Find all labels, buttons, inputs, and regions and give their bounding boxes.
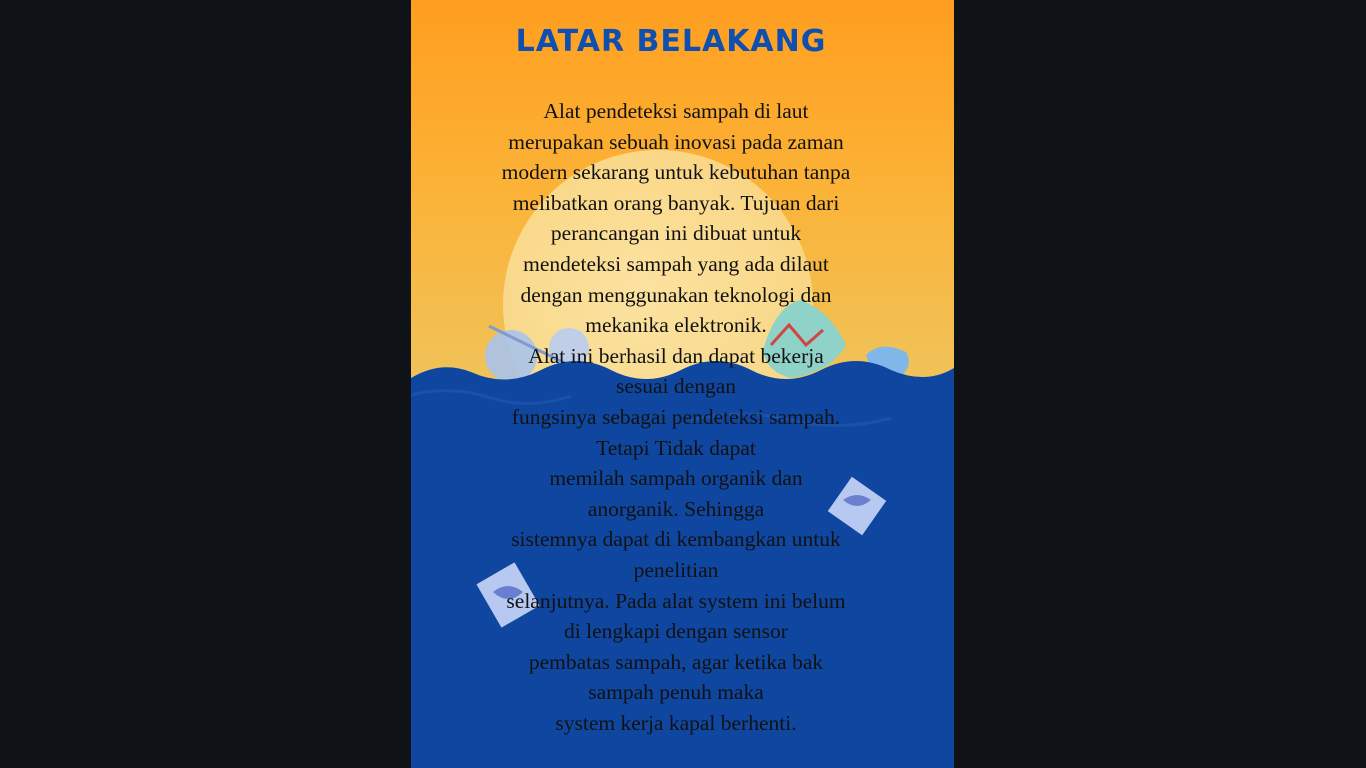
paragraph-line: penelitian: [633, 557, 719, 582]
paragraph-line: mendeteksi sampah yang ada dilaut: [523, 251, 829, 276]
paragraph-line: sistemnya dapat di kembangkan untuk: [511, 527, 841, 552]
paragraph-line: perancangan ini dibuat untuk: [550, 221, 802, 246]
paragraph-line: mekanika elektronik.: [585, 313, 767, 338]
poster-title: LATAR BELAKANG: [515, 24, 827, 59]
paragraph-line: Tetapi Tidak dapat: [596, 435, 756, 460]
paragraph-line: Alat ini berhasil dan dapat bekerja: [528, 343, 824, 368]
paragraph-line: sampah penuh maka: [588, 680, 764, 705]
paragraph-line: melibatkan orang banyak. Tujuan dari: [512, 190, 840, 215]
paragraph-line: anorganik. Sehingga: [587, 496, 765, 521]
paragraph-line: selanjutnya. Pada alat system ini belum: [506, 588, 846, 613]
paragraph-line: fungsinya sebagai pendeteksi sampah.: [511, 404, 841, 429]
paragraph-line: pembatas sampah, agar ketika bak: [528, 649, 824, 674]
paragraph-line: sesuai dengan: [615, 374, 736, 399]
paragraph-line: system kerja kapal berhenti.: [555, 710, 797, 735]
paragraph-line: Alat pendeteksi sampah di laut: [543, 99, 809, 123]
paragraph-line: modern sekarang untuk kebutuhan tanpa: [501, 160, 851, 185]
background-paragraph: [466, 96, 886, 738]
poster-page: [411, 0, 954, 768]
paragraph-line: dengan menggunakan teknologi dan: [520, 282, 832, 307]
paragraph-line: merupakan sebuah inovasi pada zaman: [508, 129, 844, 154]
paragraph-line: di lengkapi dengan sensor: [564, 619, 788, 644]
paragraph-line: memilah sampah organik dan: [549, 466, 803, 491]
